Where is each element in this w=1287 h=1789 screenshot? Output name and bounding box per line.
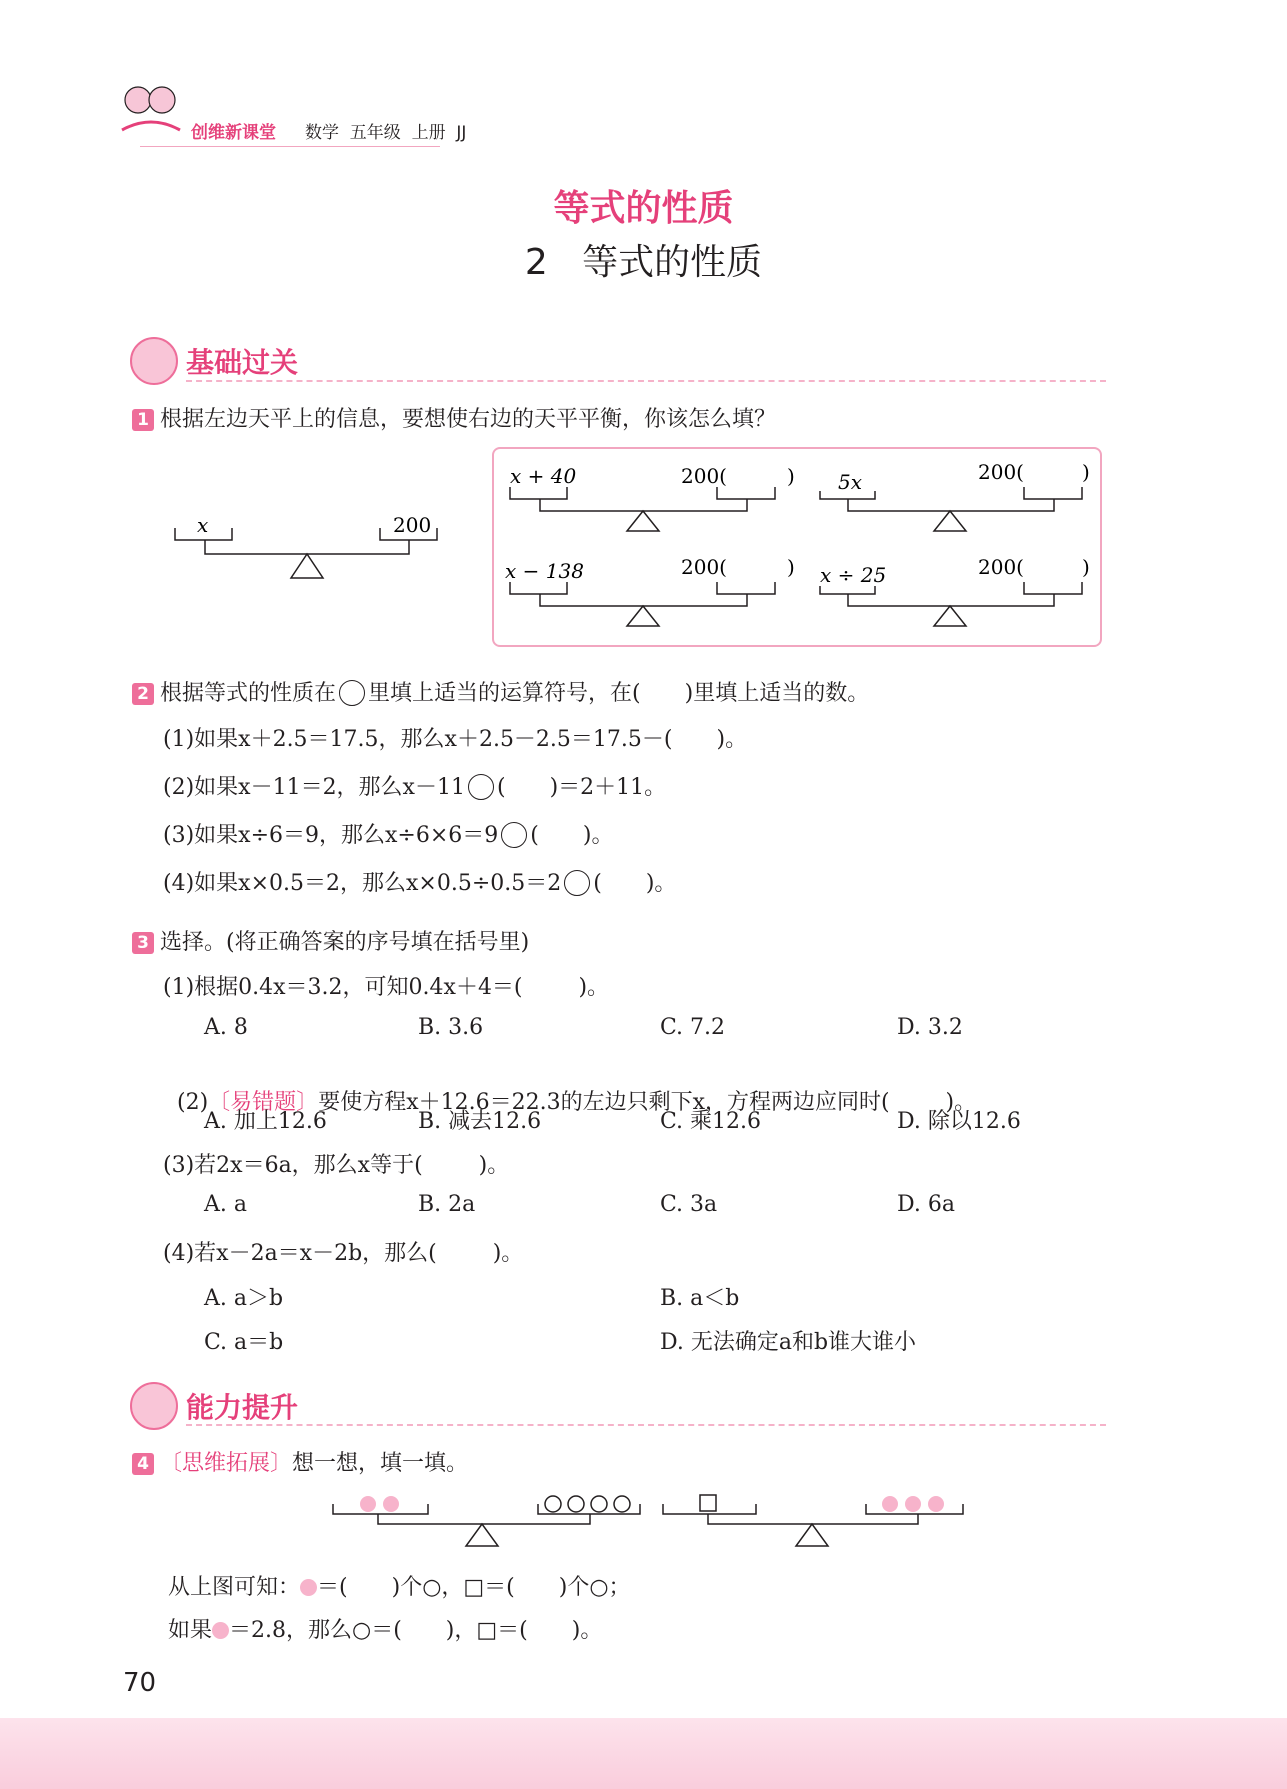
q2-item-1-text: (1)如果x＋2.5＝17.5，那么x＋2.5－2.5＝17.5－( <box>163 727 673 752</box>
q1-scale-2 <box>810 455 1100 535</box>
q4-scale-right <box>658 1492 970 1552</box>
q2-item-4-open: ( <box>593 871 602 896</box>
q3-item-3-option-a[interactable]: A. a <box>204 1192 247 1217</box>
q1-scale-2-right: 200( <box>978 460 1024 484</box>
q3-item-4-option-d[interactable]: D. 无法确定a和b谁大谁小 <box>660 1330 917 1355</box>
q2-item-2-op-blank[interactable] <box>468 774 494 800</box>
q3-number: 3 <box>132 932 154 954</box>
q4-number: 4 <box>132 1453 154 1475</box>
q4-line-1-a: ＝( <box>317 1575 348 1600</box>
q3-item-4-option-a[interactable]: A. a＞b <box>204 1286 284 1311</box>
q2-item-2-text: (2)如果x－11＝2，那么x－11 <box>163 775 465 800</box>
q3-item-2-option-d[interactable]: D. 除以12.6 <box>897 1109 1021 1134</box>
q2-item-2-end: )＝2＋11。 <box>549 775 667 800</box>
section-basic-divider <box>186 380 1106 382</box>
section-advanced-title: 能力提升 <box>186 1391 299 1424</box>
q1-scale-1-right: 200( <box>681 464 727 488</box>
q2-item-2-open: ( <box>496 775 506 800</box>
q4-text: 想一想，填一填。 <box>292 1451 469 1476</box>
q4-tag: 〔思维拓展〕 <box>160 1451 293 1476</box>
q2-item-2 <box>163 770 666 801</box>
q1-left-scale-left-label: x <box>197 513 209 537</box>
header-brand: 创维新课堂 <box>191 123 276 143</box>
q4-line-2 <box>168 1613 602 1644</box>
q4-scale-left-ring-4 <box>614 1496 630 1512</box>
q2-item-4 <box>163 866 676 897</box>
q3-item-3-stem: (3)若2x＝6a，那么x等于( )。 <box>163 1153 510 1178</box>
q4-line-2-b: )，□＝( <box>445 1618 528 1643</box>
header-subject: 数学 五年级 上册 JJ <box>305 123 467 143</box>
q4-stem <box>132 1446 468 1477</box>
q1-left-scale <box>165 510 445 580</box>
q4-line-1 <box>168 1570 631 1601</box>
q4-scale-right-square <box>700 1495 716 1511</box>
header-underline <box>140 146 440 147</box>
q4-scale-left-ring-1 <box>545 1496 561 1512</box>
q4-scale-left <box>328 1492 648 1552</box>
q3-item-1-option-c[interactable]: C. 7.2 <box>660 1015 726 1040</box>
q2-stem <box>132 676 869 707</box>
q2-item-3-op-blank[interactable] <box>501 822 527 848</box>
q1-scale-2-left: 5x <box>838 470 863 494</box>
q3-stem <box>132 925 529 956</box>
q3-item-1-option-b[interactable]: B. 3.6 <box>418 1015 484 1040</box>
q4-line-2-a: ＝2.8，那么○＝( <box>229 1618 402 1643</box>
q3-item-4-option-c[interactable]: C. a＝b <box>204 1330 284 1355</box>
q4-scale-right-pink-dot-2 <box>905 1496 921 1512</box>
section-advanced-divider <box>186 1424 1106 1426</box>
q1-stem <box>132 402 776 433</box>
q4-line-2-c: )。 <box>571 1618 603 1643</box>
q4-line-2-intro: 如果 <box>168 1618 213 1643</box>
q2-item-4-op-blank[interactable] <box>564 870 590 896</box>
q1-scale-3 <box>505 550 805 630</box>
q2-number: 2 <box>132 683 154 705</box>
q2-item-3-end: )。 <box>582 823 614 848</box>
q4-line-1-intro: 从上图可知： <box>168 1575 301 1600</box>
q2-item-3-text: (3)如果x÷6＝9，那么x÷6×6＝9 <box>163 823 499 848</box>
q1-scale-4-right: 200( <box>978 555 1024 579</box>
q1-scale-4 <box>810 550 1100 630</box>
q1-left-scale-right-label: 200 <box>393 513 432 537</box>
q2-item-1-end: )。 <box>716 727 748 752</box>
q3-item-1-option-d[interactable]: D. 3.2 <box>897 1015 963 1040</box>
q1-scale-3-right: 200( <box>681 555 727 579</box>
q2-item-4-end: )。 <box>645 871 677 896</box>
header-logo <box>118 80 184 136</box>
q2-item-3 <box>163 818 613 849</box>
q4-line-1-pink-dot <box>300 1579 317 1596</box>
section-basic-title: 基础过关 <box>186 346 299 379</box>
q1-scale-1 <box>505 455 805 535</box>
q4-line-1-c: )个○； <box>558 1575 631 1600</box>
q3-item-2-option-b[interactable]: B. 减去12.6 <box>418 1109 542 1134</box>
q1-scale-1-left: x + 40 <box>510 464 577 488</box>
q1-scale-3-close: ) <box>787 555 795 579</box>
q4-scale-left-ring-3 <box>591 1496 607 1512</box>
q4-scale-left-pink-dot-1 <box>360 1496 376 1512</box>
q4-scale-right-pink-dot-1 <box>882 1496 898 1512</box>
chapter-title: 等式的性质 <box>553 188 734 229</box>
page-number: 70 <box>123 1668 157 1698</box>
q3-item-4-stem: (4)若x－2a＝x－2b，那么( )。 <box>163 1241 524 1266</box>
q2-item-4-text: (4)如果x×0.5＝2，那么x×0.5÷0.5＝2 <box>163 871 562 896</box>
q3-item-1-stem: (1)根据0.4x＝3.2，可知0.4x＋4＝( )。 <box>163 975 610 1000</box>
q3-item-3-option-d[interactable]: D. 6a <box>897 1192 955 1217</box>
q2-item-1 <box>163 722 747 753</box>
q4-scale-right-pink-dot-3 <box>928 1496 944 1512</box>
q1-scale-4-left: x ÷ 25 <box>820 563 887 587</box>
q2-circle-sample <box>339 680 365 706</box>
q3-item-2-text: 要使方程x＋12.6＝22.3的左边只剩下x，方程两边应同时( )。 <box>318 1090 977 1115</box>
q3-item-2-option-a[interactable]: A. 加上12.6 <box>204 1109 327 1134</box>
q4-scale-left-pink-dot-2 <box>383 1496 399 1512</box>
q3-item-1-option-a[interactable]: A. 8 <box>204 1015 248 1040</box>
q2-text-b: 里填上适当的运算符号，在( <box>368 681 641 706</box>
q2-item-3-open: ( <box>530 823 539 848</box>
q1-text: 根据左边天平上的信息，要想使右边的天平平衡，你该怎么填？ <box>160 407 777 432</box>
q3-item-3-option-c[interactable]: C. 3a <box>660 1192 718 1217</box>
q3-text: 选择。(将正确答案的序号填在括号里) <box>160 930 530 955</box>
q4-line-1-b: )个○，□＝( <box>391 1575 515 1600</box>
q3-item-3-option-b[interactable]: B. 2a <box>418 1192 476 1217</box>
q3-item-2-label: (2) <box>177 1090 209 1115</box>
q1-scale-1-close: ) <box>787 464 795 488</box>
q4-scale-left-ring-2 <box>568 1496 584 1512</box>
q3-item-2-tag: 〔易错题〕 <box>208 1090 319 1115</box>
q3-item-2-option-c[interactable]: C. 乘12.6 <box>660 1109 762 1134</box>
section-advanced-icon <box>130 1382 178 1430</box>
q2-text-c: )里填上适当的数。 <box>684 681 870 706</box>
q1-scale-3-left: x − 138 <box>505 559 584 583</box>
q1-scale-2-close: ) <box>1082 460 1090 484</box>
q2-text-a: 根据等式的性质在 <box>160 681 337 706</box>
q4-line-2-pink-dot <box>212 1622 229 1639</box>
q1-scale-4-close: ) <box>1082 555 1090 579</box>
lesson-title: 2 等式的性质 <box>524 242 763 283</box>
footer-band <box>0 1718 1287 1789</box>
q1-number: 1 <box>132 409 154 431</box>
q3-item-4-option-b[interactable]: B. a＜b <box>660 1286 740 1311</box>
section-basic-icon <box>130 337 178 385</box>
